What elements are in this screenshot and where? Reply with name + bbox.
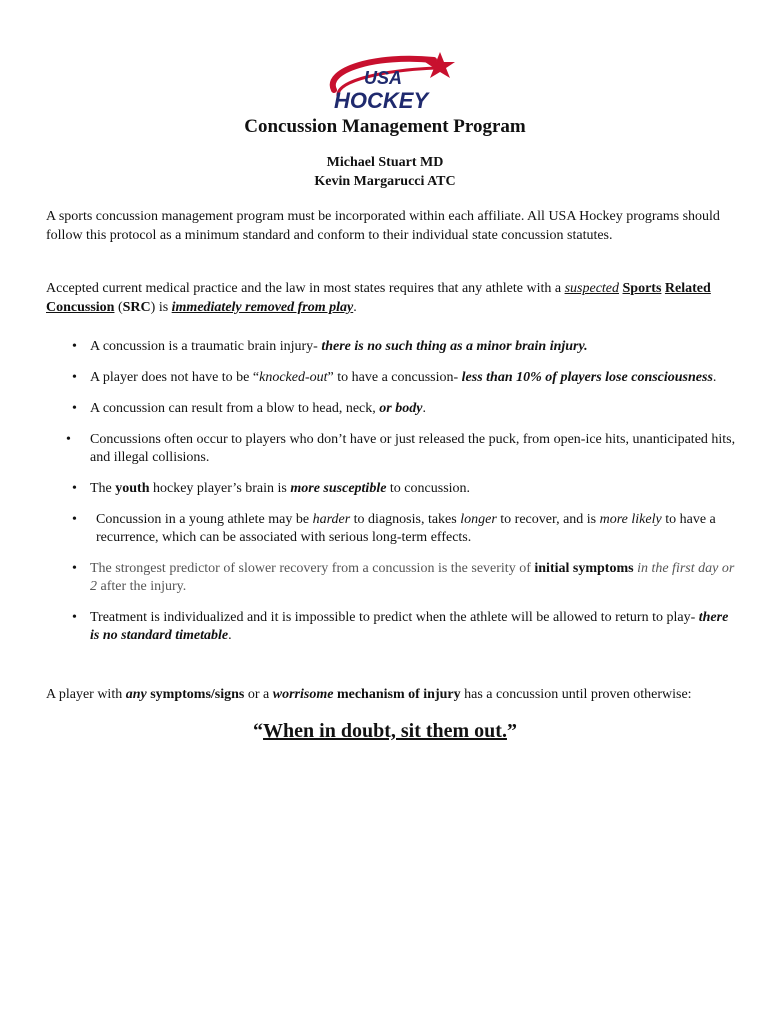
list-item: • The strongest predictor of slower recovery from a concussion is the severity of initial symptoms in the first day or 2 after the injury. (72, 561, 735, 594)
list-item: • The youth hockey player’s brain is more susceptible to concussion. (72, 481, 471, 496)
list-item: • A concussion is a traumatic brain injury- there is no such thing as a minor brain injury. (72, 339, 588, 354)
author-2: Kevin Margarucci ATC (314, 174, 456, 189)
bullet-icon: • (66, 432, 71, 447)
list-item: • Concussion in a young athlete may be harder to diagnosis, takes longer to recover, and is more likely to have a recurrence, which can be associated with serious long-term effects. (72, 512, 716, 545)
usa-hockey-logo (316, 50, 456, 112)
removed-from-play: immediately removed from play (171, 300, 354, 315)
bullet-icon: • (72, 370, 77, 385)
src-abbrev: SRC (122, 300, 151, 315)
practice-paragraph: Accepted current medical practice and the law in most states requires that any athlete with a suspected Sports Related Concussion (SRC) is immediately removed from play. (46, 281, 711, 315)
list-item: • A concussion can result from a blow to head, neck, or body. (72, 401, 426, 416)
bullet-icon: • (72, 339, 77, 354)
page-title: Concussion Management Program (244, 116, 526, 137)
closing-paragraph: A player with any symptoms/signs or a worrisome mechanism of injury has a concussion until proven otherwise: (46, 687, 692, 702)
list-item: • A player does not have to be “knocked-out” to have a concussion- less than 10% of players lose consciousness. (72, 370, 717, 385)
author-1: Michael Stuart MD (326, 155, 444, 170)
bullet-icon: • (72, 610, 77, 625)
list-item: • Treatment is individualized and it is impossible to predict when the athlete will be allowed to return to play- there is no standard timetable. (72, 610, 729, 643)
bullet-icon: • (72, 401, 77, 416)
suspected-text: suspected (564, 281, 620, 296)
motto: “When in doubt, sit them out.” (253, 720, 517, 742)
bullet-icon: • (72, 481, 77, 496)
authors (0, 153, 770, 191)
logo-line1: USA (364, 68, 403, 88)
motto-text: When in doubt, sit them out. (263, 720, 507, 742)
bullet-icon: • (72, 512, 77, 527)
logo-line2: HOCKEY (334, 88, 429, 112)
intro-paragraph: A sports concussion management program must be incorporated within each affiliate. All USA Hockey programs should follow this protocol as a minimum standard and conform to their individual state concussion statutes. (46, 209, 720, 243)
bullet-icon: • (72, 561, 77, 576)
fact-list (46, 338, 736, 658)
list-item: • Concussions often occur to players who don’t have or just released the puck, from open-ice hits, unanticipated hits, and illegal collisions. (66, 432, 736, 465)
